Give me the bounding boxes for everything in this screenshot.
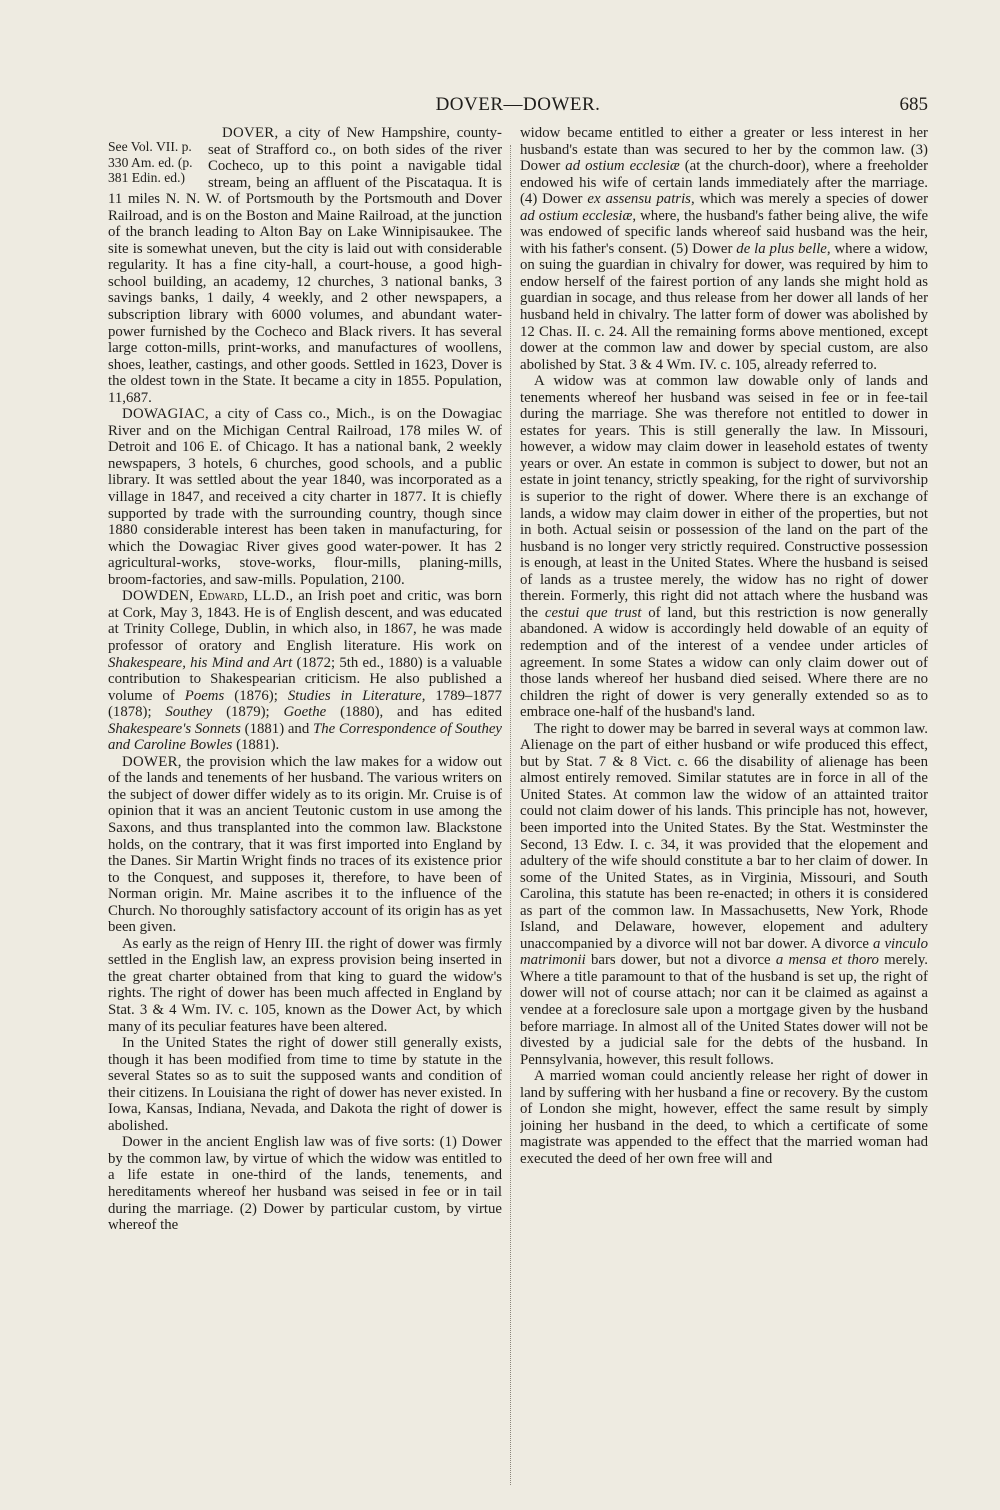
- p7-text-a: The right to dower may be barred in several ways at common law. Alienage on the part of either husband or wife produced this effect, but by Stat. 7 & 8 Vict. c. 66 the disability of alienage has been almost entirely removed. Similar statutes are in force in all of the United States. At common law the widow of an attainted traitor could not claim dower of his lands. This principle has not, however, been imported into the United States. By the Stat. Westminster the Second, 13 Edw. I. c. 34, it was provided that the elopement and adultery of the wife should constitute a bar to her claim of dower. In some of the United States, as in Virginia, Missouri, and South Carolina, this statute has been re-enacted; in others it is considered as part of the common law. In Massachusetts, New York, Rhode Island, and Delaware, however, elopement and adultery unaccompanied by a divorce will not bar dower. A divorce: [520, 720, 928, 952]
- dowden-work-5: Goethe: [283, 704, 327, 721]
- p7-text-c: merely. Where a title paramount to that of the husband is set up, the right of dower will not of course attach; nor can it be claimed as against a vendee at a foreclosure sale upon a mortgage given by the husband before marriage. In almost all of the United States dower will not be divested by a judicial sale for the debts of the husband. In Pennsylvania, however, this result follows.: [520, 952, 928, 1068]
- margin-note-cross-reference: See Vol. VII. p. 330 Am. ed. (p. 381 Edin. ed.): [108, 139, 193, 185]
- p6-latin-1: cestui que trust: [544, 604, 642, 621]
- dower-paragraph-7: [520, 721, 928, 1068]
- dowden-text-8: (1881).: [232, 737, 280, 754]
- p5-latin-1: ad ostium ecclesiæ: [565, 158, 680, 175]
- running-title: DOVER—DOWER.: [435, 94, 601, 115]
- p5-latin-2: ex assensu patris: [587, 191, 691, 208]
- dower-paragraph-1: , the provision which the law makes for a widow out of the lands and tenements of her husband. The various writers on the subject of dower differ widely as to its origin. Mr. Cruise is of opinion that it was an ancient Teutonic custom in use among the Saxons, and thus transplanted into the common law. Blackstone holds, on the contrary, that it was first imported into England by the Danes. Sir Martin Wright finds no traces of its existence prior to the Conquest, and supposes it, therefore, to have been of Norman origin. Mr. Maine ascribes it to the influence of the Church. No thoroughly satisfactory account of its origin has as yet been given.: [108, 753, 502, 936]
- p5-text-a: widow became entitled to either a greater or less interest in her husband's estate than was secured to her by the common law. (3) Dower: [520, 125, 928, 175]
- dowden-text-2: (1872; 5th ed., 1880) is a valuable contribution to Shakespearian criticism. He also published a volume of: [108, 654, 502, 704]
- headword-dower: DOWER: [122, 753, 178, 770]
- page-number: 685: [899, 94, 928, 115]
- dowden-text-1: , an Irish poet and critic, was born at Cork, May 3, 1843. He is of English descent, and was educated at Trinity College, Dublin, in which also, in 1867, he was made professor of oratory and English literature. His work on: [108, 588, 502, 654]
- headword-dover: DOVER: [222, 125, 275, 141]
- right-column: [520, 125, 928, 1500]
- entry-dowagiac: [108, 406, 502, 588]
- dowagiac-text: , a city of Cass co., Mich., is on the Dowagiac River and on the Michigan Central Railroad, 178 miles W. of Detroit and 106 E. of Chicago. It has a national bank, 2 weekly newspapers, 3 hotels, 6 churches, good schools, and a public library. It was settled about the year 1840, was incorporated as a village in 1847, and received a city charter in 1877. It is chiefly supported by trade with the surrounding country, though since 1880 considerable interest has been taken in manufacturing, for which the Dowagiac River gives good water-power. It has 2 agricultural-works, stove-works, flour-mills, planing-mills, broom-factories, and saw-mills. Population, 2100.: [108, 406, 502, 588]
- dover-text: , a city of New Hampshire, county-seat of Strafford co., on both sides of the river Cocheco, up to this point a navigable tidal stream, being an affluent of the Piscataqua. It is 11 miles N. N. W. of Portsmouth by the Portsmouth and Dover Railroad, and is on the Boston and Maine Railroad, at the junction of the branch leading to Alton Bay on Lake Winnipisaukee. The site is somewhat uneven, but the city is laid out with considerable regularity. It has a fine city-hall, a court-house, a good high-school building, an academy, 12 churches, 3 national banks, 3 savings banks, 1 daily, 4 weekly, and 2 other newspapers, a subscription library with 6000 volumes, and abundant water-power furnished by the Cocheco and Black rivers. It has several large cotton-mills, print-works, and manufactures of woollens, shoes, leather, castings, and other goods. Settled in 1623, Dover is the oldest town in the State. It became a city in 1855. Population, 11,687.: [108, 125, 502, 406]
- p7-latin-2: a mensa et thoro: [775, 952, 879, 969]
- p5-text-d: , where, the husband's father being alive, the wife was endowed of specific lands whereof said husband was the heir, with his father's consent. (5) Dower: [520, 207, 928, 257]
- dowden-work-6: Shakespeare's Sonnets: [108, 720, 241, 737]
- p7-text-b: bars dower, but not a divorce: [585, 952, 776, 969]
- dowden-text-3: (1876);: [224, 687, 288, 704]
- dowden-text-4: , 1789–1877 (1878);: [108, 687, 502, 721]
- dower-paragraph-6: [520, 373, 928, 720]
- p5-text-b: (at the church-door), where a freeholder endowed his wife of certain lands immediately after the marriage. (4) Dower: [520, 158, 928, 208]
- dowden-text-6: (1880), and has edited: [326, 704, 502, 721]
- entry-dover: [108, 125, 502, 406]
- entry-dowden: [108, 588, 502, 753]
- dowden-work-1: Shakespeare, his Mind and Art: [108, 654, 293, 671]
- p5-latin-4: de la plus belle: [736, 240, 827, 257]
- dower-paragraph-5: [520, 125, 928, 373]
- dowden-text-5: (1879);: [212, 704, 284, 721]
- dowden-name: , Edward, LL.D.: [189, 588, 290, 605]
- dowden-work-4: Southey: [165, 704, 213, 721]
- dower-paragraph-4: Dower in the ancient English law was of five sorts: (1) Dower by the common law, by virtue of which the widow was entitled to a life estate in one-third of the lands, tenements, and hereditaments whereof her husband was seised in fee or in tail during the marriage. (2) Dower by particular custom, by virtue whereof the: [108, 1134, 502, 1234]
- column-divider: [510, 145, 512, 1485]
- running-head: [108, 94, 928, 124]
- entry-dower: [108, 754, 502, 936]
- dowden-work-3: Studies in Literature: [287, 687, 422, 704]
- p6-text-a: A widow was at common law dowable only of lands and tenements whereof her husband was seised in fee or in fee-tail during the marriage. She was therefore not entitled to dower in estates for years. This is still generally the law. In Missouri, however, a widow may claim dower in leasehold estates of twenty years or over. An estate in common is subject to dower, but not an estate in joint tenancy, strictly speaking, for the right of survivorship is superior to the right of dower. Where there is an exchange of lands, a widow may claim dower in either of the properties, but not in both. Actual seisin or possession of the land on the part of the husband is no longer very strictly required. Constructive possession is enough, at least in the United States. Where the husband is seised of lands as a trustee merely, the widow has no right of dower therein. Formerly, this right did not attach where the husband was the: [520, 373, 928, 621]
- p7-latin-1: a vinculo matrimonii: [520, 935, 928, 969]
- dowden-work-7: The Correspondence of Southey and Caroline Bowles: [108, 720, 502, 754]
- dower-paragraph-3: In the United States the right of dower still generally exists, though it has been modified from time to time by statute in the several States so as to suit the supposed wants and condition of their citizens. In Louisiana the right of dower has never existed. In Iowa, Kansas, Indiana, Nevada, and Dakota the right of dower is abolished.: [108, 1035, 502, 1134]
- left-column: [108, 125, 502, 1500]
- p5-latin-3: ad ostium ecclesiæ: [520, 207, 633, 224]
- dower-paragraph-8: A married woman could anciently release her right of dower in land by suffering with her husband a fine or recovery. By the custom of London she might, however, effect the same result by simply joining her husband in the deed, to which a certificate of some magistrate was appended to the effect that the married woman had executed the deed of her own free will and: [520, 1068, 928, 1167]
- dowden-work-2: Poems: [184, 687, 225, 704]
- p5-text-e: , where a widow, on suing the guardian in chivalry for dower, was required by him to endow herself of the fairest portion of any lands she might hold as guardian in socage, and thus release from her dower all lands of her husband held in chivalry. The latter form of dower was abolished by 12 Chas. II. c. 24. All the remaining forms above mentioned, except dower at the common law and dower by special custom, are also abolished by Stat. 3 & 4 Wm. IV. c. 105, already referred to.: [520, 240, 928, 373]
- dowden-text-7: (1881) and: [240, 720, 313, 737]
- dower-paragraph-2: As early as the reign of Henry III. the right of dower was firmly settled in the English law, an express provision being inserted in the great charter obtained from that king to guard the widow's rights. The right of dower has been much affected in England by Stat. 3 & 4 Wm. IV. c. 105, known as the Dower Act, by which many of its peculiar features have been altered.: [108, 935, 502, 1035]
- headword-dowagiac: DOWAGIAC: [122, 406, 205, 423]
- p5-text-c: , which was merely a species of dower: [690, 191, 928, 208]
- headword-dowden: DOWDEN: [122, 588, 190, 605]
- p6-text-b: of land, but this restriction is now generally abandoned. A widow is accordingly held dowable of an equity of redemption and of the interest of a vendee under articles of agreement. In some States a widow can only claim dower out of those lands whereof her husband died seised. Where there are no children the right of dower is very generally extended so as to embrace one-half of the husband's land.: [520, 604, 928, 721]
